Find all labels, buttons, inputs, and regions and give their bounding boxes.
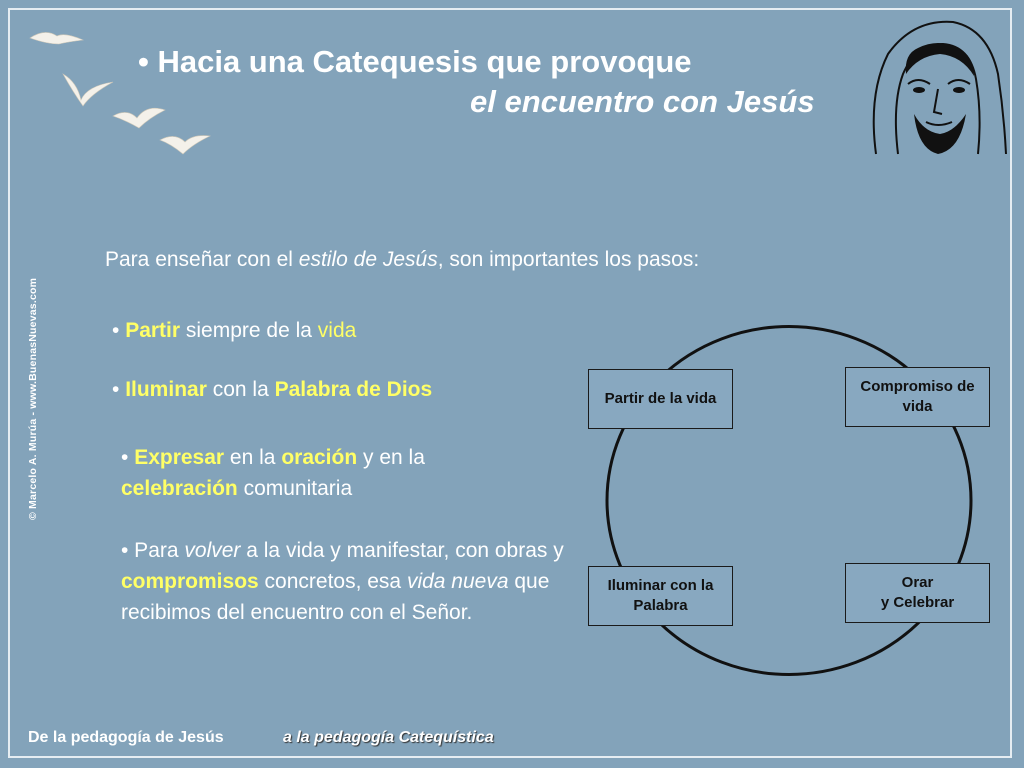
bullet-iluminar: • Iluminar con la Palabra de Dios — [112, 378, 433, 401]
diagram-box-compromiso: Compromiso de vida — [845, 367, 990, 427]
copyright-notice: © Marcelo A. Murúa - www.BuenasNuevas.com — [27, 277, 39, 520]
diagram-box-orar: Orar y Celebrar — [845, 563, 990, 623]
jesus-portrait-illustration — [858, 14, 1008, 160]
diagram-box-iluminar: Iluminar con la Palabra — [588, 566, 733, 626]
bullet-volver: • Para volver a la vida y manifestar, con obras y compromisos concretos, esa vida nueva que recibimos del encuentro con el Señor. — [121, 539, 564, 624]
title-line-2: el encuentro con Jesús — [470, 84, 815, 119]
title-line-1: • Hacia una Catequesis que provoque — [138, 44, 692, 79]
bullet-expresar: • Expresar en la oración y en la celebración comunitaria — [121, 446, 425, 500]
footer-left: De la pedagogía de Jesús — [28, 729, 224, 746]
flying-birds-illustration — [25, 20, 225, 160]
bullet-partir: • Partir siempre de la vida — [112, 319, 357, 342]
diagram-box-partir: Partir de la vida — [588, 369, 733, 429]
intro-text: Para enseñar con el estilo de Jesús, son importantes los pasos: — [105, 248, 700, 271]
footer-right: a la pedagogía Catequística — [283, 729, 494, 746]
